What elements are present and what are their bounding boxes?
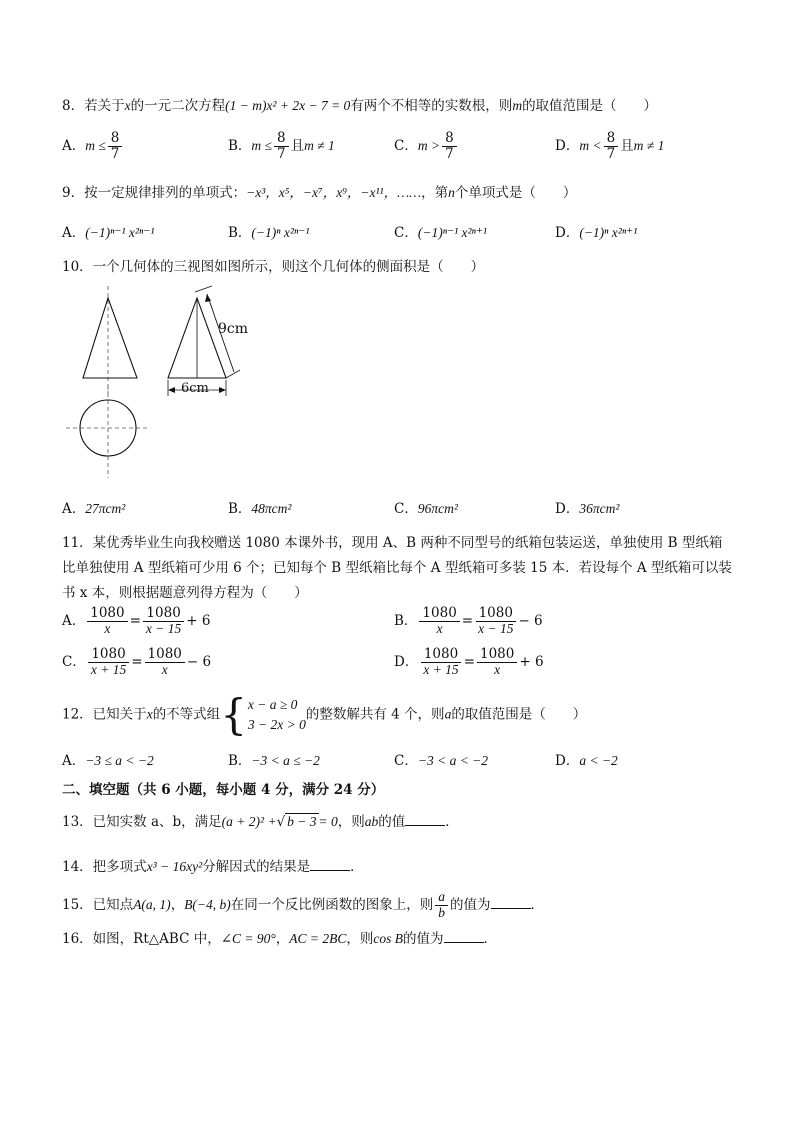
question-10-stem: 10．一个几何体的三视图如图所示，则这个几何体的侧面积是（ ） [62, 259, 485, 275]
q10-option-c[interactable]: C．96πcm² [394, 501, 458, 517]
q8-option-a[interactable]: A．m ≤ $\frac{8}{7}$ [62, 131, 124, 162]
square-root: √ b − 3 [276, 814, 317, 830]
answer-blank[interactable] [444, 930, 484, 943]
q10-option-a[interactable]: A．27πcm² [62, 501, 126, 517]
front-view [83, 286, 137, 394]
q10-option-d[interactable]: D．36πcm² [555, 501, 620, 517]
q11-option-c[interactable]: C． $\frac{1080}{x + 15}$ = $\frac{1080}{x}$ − 6 [62, 646, 212, 677]
q12-option-d[interactable]: D．a < −2 [555, 753, 618, 769]
q9-option-a[interactable]: A．(−1)ⁿ⁻¹ x²ⁿ⁻¹ [62, 225, 155, 241]
q8-var-m: m [512, 98, 523, 113]
question-9-stem: 9．按一定规律排列的单项式：−x³，x⁵，−x⁷，x⁹，−x¹¹，……，第n个单项式是（ ） [62, 185, 577, 201]
top-view [66, 386, 150, 478]
q8-option-c[interactable]: C．m > $\frac{8}{7}$ [394, 131, 459, 162]
fraction: $\frac{8}{7}$ [108, 131, 123, 162]
q8-text-2: 的一元二次方程 [130, 98, 226, 114]
answer-blank[interactable] [405, 813, 445, 826]
base-diameter-label: 6cm [181, 381, 209, 396]
q12-option-c[interactable]: C．−3 < a < −2 [394, 753, 489, 769]
q12-option-b[interactable]: B．−3 < a ≤ −2 [228, 753, 320, 769]
question-12-stem: 12．已知关于x的不等式组 { x − a ≥ 0 3 − 2x > 0 的整数解共有 4 个，则a的取值范围是（ ） [62, 690, 587, 739]
answer-blank[interactable] [491, 896, 531, 909]
q8-text-3: 有两个不相等的实数根，则 [350, 98, 513, 114]
q8-option-d[interactable]: D．m < $\frac{8}{7}$ 且m ≠ 1 [555, 130, 665, 162]
q9-option-b[interactable]: B．(−1)ⁿ x²ⁿ⁻¹ [228, 225, 310, 241]
side-view [168, 286, 240, 396]
q10-option-b[interactable]: B．48πcm² [228, 501, 292, 517]
inequality-system: { x − a ≥ 0 3 − 2x > 0 [220, 690, 306, 739]
fraction: $\frac{8}{7}$ [442, 131, 457, 162]
q8-text-1: 8．若关于 [62, 98, 125, 114]
answer-blank[interactable] [310, 858, 350, 871]
question-16: 16．如图，Rt△ABC 中，∠C = 90°，AC = 2BC，则cos B的值为 ． [62, 931, 498, 947]
q9-option-c[interactable]: C．(−1)ⁿ⁻¹ x²ⁿ⁺¹ [394, 225, 487, 241]
question-11-line-1: 11．某优秀毕业生向我校赠送 1080 本课外书，现用 A、B 两种不同型号的纸箱包装运送，单独使用 B 型纸箱 [62, 535, 723, 551]
question-8-stem [62, 98, 657, 114]
q8-text-4: 的取值范围是（ ） [522, 98, 658, 114]
q9-sequence: −x³，x⁵，−x⁷，x⁹，−x¹¹，…… [246, 185, 422, 200]
question-13: 13．已知实数 a、b，满足(a + 2)² +√ b − 3 = 0，则ab的值 ． [62, 814, 459, 830]
q11-option-a[interactable]: A． $\frac{1080}{x}$ = $\frac{1080}{x - 15}$ + 6 [62, 605, 211, 636]
question-15: 15．已知点A(a, 1)，B(−4, b)在同一个反比例函数的图象上，则 $\frac{a}{b}$ 的值为 ． [62, 889, 545, 920]
question-11-line-3: 书 x 本，则根据题意列得方程为（ ） [62, 585, 308, 601]
q11-option-b[interactable]: B． $\frac{1080}{x}$ = $\frac{1080}{x - 15}$ − 6 [394, 605, 543, 636]
q8-option-b[interactable]: B．m ≤ $\frac{8}{7}$ 且m ≠ 1 [228, 130, 335, 162]
question-11-line-2: 比单独使用 A 型纸箱可少用 6 个；已知每个 B 型纸箱比每个 A 型纸箱可多装 15 本．若设每个 A 型纸箱可以装 [62, 560, 732, 576]
fraction: $\frac{8}{7}$ [274, 131, 289, 162]
three-view-figure [60, 282, 260, 482]
q11-option-d[interactable]: D． $\frac{1080}{x + 15}$ = $\frac{1080}{x}$ + 6 [394, 646, 544, 677]
q9-option-d[interactable]: D．(−1)ⁿ x²ⁿ⁺¹ [555, 225, 638, 241]
fraction: $\frac{8}{7}$ [604, 131, 619, 162]
slant-height-label: 9cm [218, 321, 249, 337]
section-2-heading: 二、填空题（共 6 小题，每小题 4 分，满分 24 分） [62, 782, 385, 798]
q12-option-a[interactable]: A．−3 ≤ a < −2 [62, 753, 154, 769]
q8-var-x: x [124, 98, 131, 113]
q8-equation: (1 − m)x² + 2x − 7 = 0 [225, 98, 351, 113]
question-14: 14．把多项式x³ − 16xy²分解因式的结果是 ． [62, 859, 364, 875]
